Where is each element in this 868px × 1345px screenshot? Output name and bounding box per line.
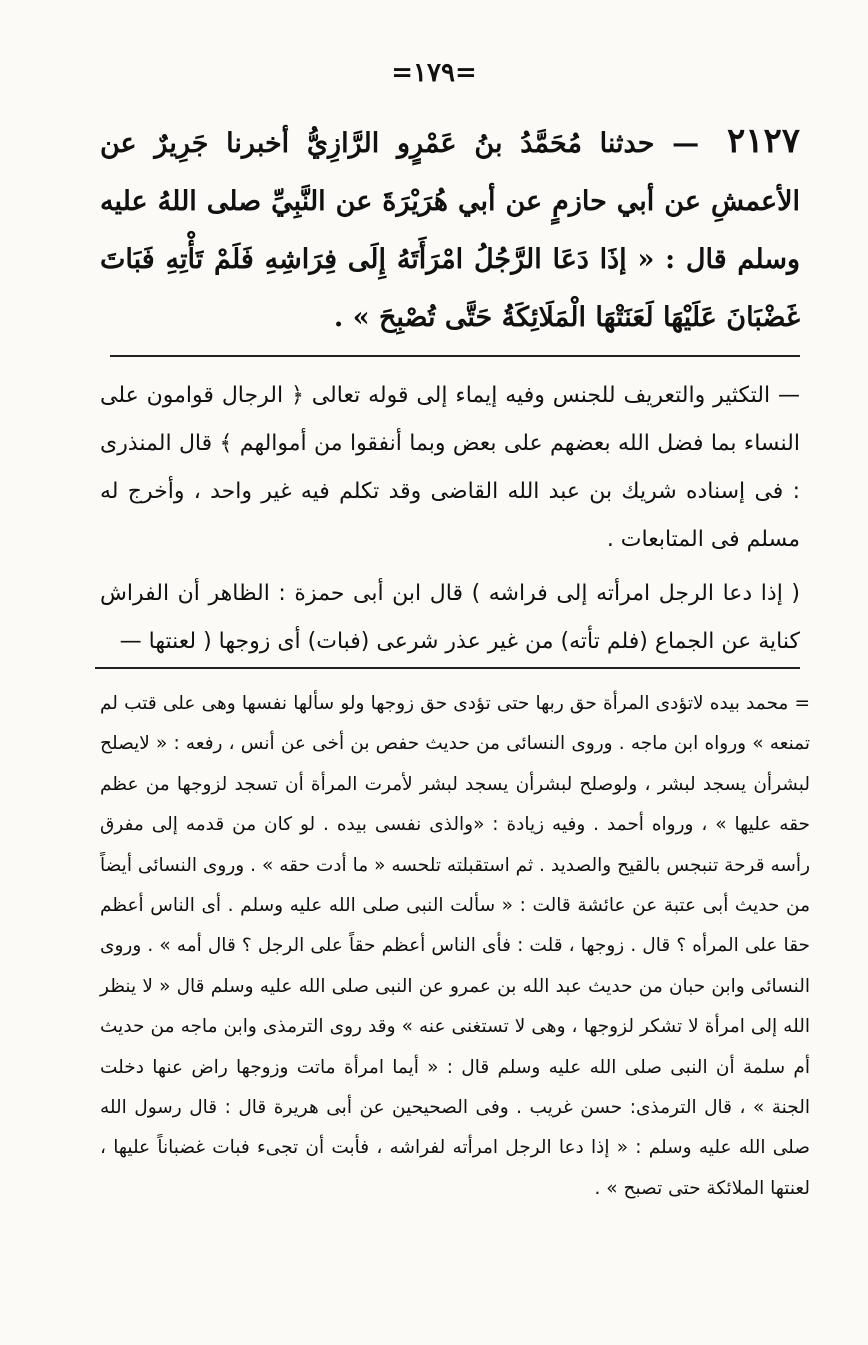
section-divider	[110, 355, 800, 357]
hadith-text: — حدثنا مُحَمَّدُ بنُ عَمْرٍو الرَّازِيُّ أخبرنا جَرِيرٌ عن الأعمشِ عن أبي حازمٍ عن أبي هُرَيْرَةَ عن النَّبِيِّ صلى اللهُ عليه وسلم قال : « إذَا دَعَا الرَّجُلُ امْرَأَتَهُ إِلَى فِرَاشِهِ فَلَمْ تَأْتِهِ فَبَاتَ غَضْبَانَ عَلَيْهَا لَعَنَتْهَا الْمَلَائِكَةُ حَتَّى تُصْبِحَ » .	[100, 128, 800, 333]
commentary-block	[100, 372, 800, 672]
footnote-block	[100, 684, 810, 1209]
footnote-text: = محمد بيده لاتؤدى المرأة حق ربها حتى تؤدى حق زوجها ولو سألها نفسها وهى على قتب لم تمنعه » ورواه ابن ماجه . وروى النسائى من حديث حفص بن أخى عن أنس ، رفعه : « لايصلح لبشرأن يسجد لبشر ، ولوصلح لبشرأن يسجد لبشر لأمرت المرأة أن تسجد لزوجها من عظم حقه عليها » ، ورواه أحمد . وفيه زيادة : «والذى نفسى بيده . لو كان من قدمه إلى مفرق رأسه قرحة تنبجس بالقيح والصديد . ثم استقبلته تلحسه « ما أدت حقه » . وروى النسائى أيضاً من حديث أبى عتبة عن عائشة قالت : « سألت النبى صلى الله عليه وسلم . أى الناس أعظم حقا على المرأه ؟ قال . زوجها ، قلت : فأى الناس أعظم حقاً على الرجل ؟ قال أمه » . وروى النسائى وابن حبان من حديث عبد الله بن عمرو عن النبى صلى الله عليه وسلم قال « لا ينظر الله إلى امرأة لا تشكر لزوجها ، وهى لا تستغنى عنه » وقد روى الترمذى وابن ماجه من حديث أم سلمة أن النبى صلى الله عليه وسلم قال : « أيما امرأة ماتت وزوجها راض عنها دخلت الجنة » ، قال الترمذى: حسن غريب . وفى الصحيحين عن أبى هريرة قال : قال رسول الله صلى الله عليه وسلم : « إذا دعا الرجل امرأته لفراشه ، فأبت أن تجىء فبات غضباناً عليها ، لعنتها الملائكة حتى تصبح » .	[100, 693, 810, 1199]
hadith-text-block	[100, 112, 800, 347]
hadith-number: ٢١٢٧	[726, 121, 800, 161]
commentary-paragraph: ( إذا دعا الرجل امرأته إلى فراشه ) قال ابن أبى حمزة : الظاهر أن الفراش كناية عن الجماع (فلم تأته) من غير عذر شرعى (فبات) أى زوجها ( لعنتها —	[100, 581, 800, 654]
commentary-paragraph: — التكثير والتعريف للجنس وفيه إيماء إلى قوله تعالى ﴿ الرجال قوامون على النساء بما فضل الله بعضهم على بعض وبما أنفقوا من أموالهم ﴾ قال المنذرى : فى إسناده شريك بن عبد الله القاضى وقد تكلم فيه غير واحد ، وأخرج له مسلم فى المتابعات .	[100, 383, 800, 552]
footnote-divider	[95, 667, 800, 669]
page-number: =١٧٩=	[391, 58, 477, 88]
